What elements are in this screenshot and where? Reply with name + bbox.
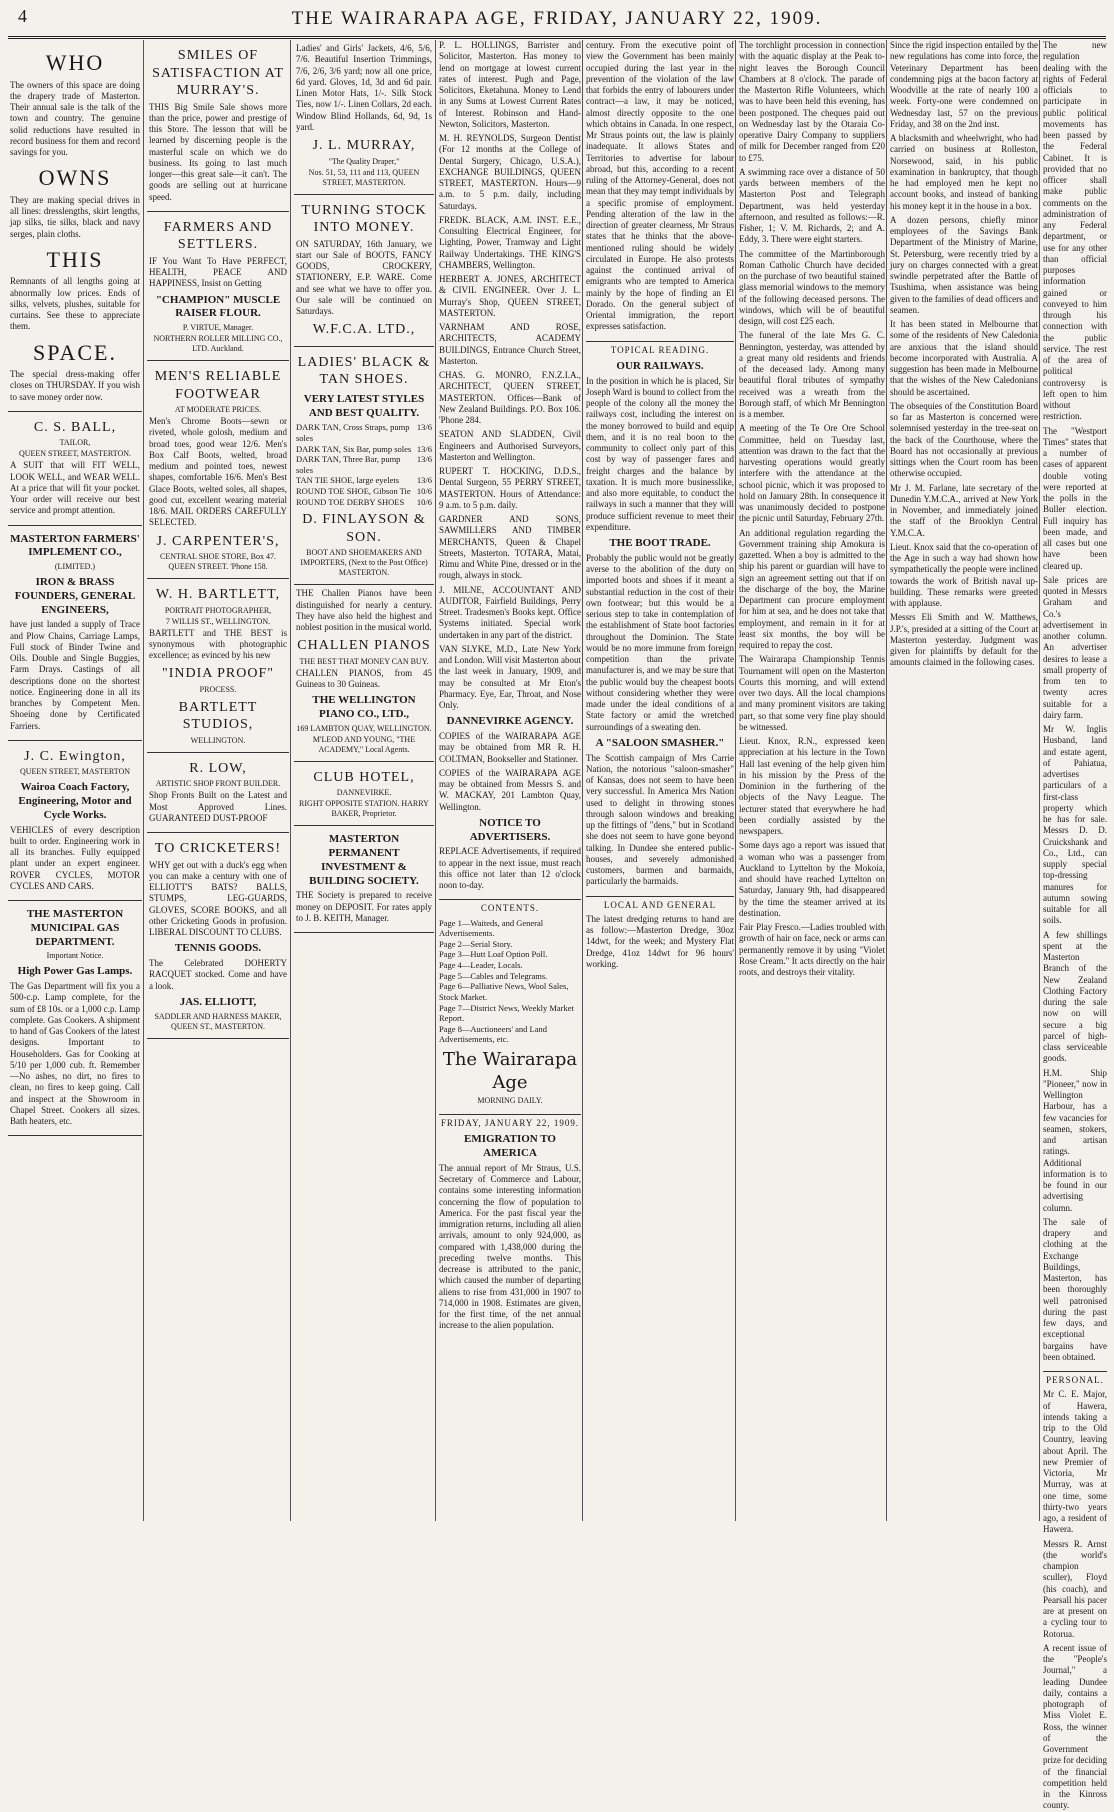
owns-heading: OWNS (38, 165, 112, 191)
elliott-address: SADDLER AND HARNESS MAKER, QUEEN ST., MASTERTON. (154, 1011, 282, 1031)
milne-card: J. MILNE, ACCOUNTANT AND AUDITOR, Fairfield Buildings, Perry Street. Tradesmen's Books kept. Office Systems initiated. Special work undertaken in any part of the district. (439, 584, 581, 640)
club-name: CLUB HOTEL, (313, 769, 415, 785)
club-text: RIGHT OPPOSITE STATION. HARRY BAKER, Proprietor. (299, 799, 429, 819)
dannevirke-heading: DANNEVIRKE AGENCY. (446, 715, 574, 728)
news-item: Some days ago a report was issued that a woman who was a passenger from Auckland to Lyttelton by the Mokoia, and should have reached Lyttelton on Saturday, January 9th, had disappeared by the time the steamer arrived at its destination. (739, 840, 885, 918)
bartlett-text: BARTLETT and THE BEST is synonymous with photographic excellence; as evinced by his new (149, 627, 287, 660)
list-item: ROUND TOE SHOE, Gibson Tie 10/6 (296, 486, 432, 496)
ewington-trade: Wairoa Coach Factory, Engineering, Motor and Cycle Works. (18, 781, 132, 821)
ball-trade: TAILOR, (59, 438, 91, 448)
bartlett-name: W. H. BARTLETT, (155, 587, 281, 602)
challen-title: CHALLEN PIANOS (297, 638, 431, 654)
masthead-title: THE WAIRARAPA AGE, FRIDAY, JANUARY 22, 1909. (291, 8, 823, 29)
club-hotel-advert (294, 762, 434, 827)
list-item: DARK TAN, Three Bar, pump soles 13/6 (296, 454, 432, 475)
news-item: The funeral of the late Mrs G. C. Bennington, yesterday, was attended by a great many old residents and friends of the deceased lady. Among many beautiful floral tributes of sympathy received was a wreath from the Borough staff, of which Mr Bennington is a member. (739, 330, 885, 419)
gas-subtitle: Important Notice. (46, 951, 104, 961)
list-item: Page 4—Leader, Locals. (439, 960, 523, 970)
news-item: H.M. Ship "Pioneer," now in Wellington Harbour, has a few vacancies for seamen, stokers, and artisan ratings. Additional information is to be found in our advertising column. (1043, 1067, 1107, 1213)
finlayson-text: BOOT AND SHOEMAKERS AND IMPORTERS, (Next to the Post Office) MASTERTON. (300, 548, 428, 578)
this-text: Remnants of all lengths going at abnormally low prices. Ends of silks, velvets, plushes, suitable for curtains. See these to appreciate them. (10, 276, 140, 332)
who-heading: WHO (45, 50, 105, 75)
news-item: Messrs R. Arnst (the world's champion sculler), Floyd (his coach), and Pearsall his pacer are at present on a cycling tour to Rotorua. (1043, 1538, 1107, 1639)
topical-heading: TOPICAL READING. (586, 341, 734, 356)
column-rule (582, 40, 583, 1521)
list-item: Page 1—Waiteds, and General Advertisements. (439, 917, 544, 939)
gas-subtitle-2: High Power Gas Lamps. (17, 965, 133, 978)
news-item: Lieut. Knox said that the co-operation of the Age in such a way had shown how sympathetically the people were inclined towards the work of British naval up-building. These remarks were greeted with applause. (890, 541, 1038, 608)
mens-footwear-title: MEN'S RELIABLE FOOTWEAR (154, 369, 282, 402)
virtue-manager: P. VIRTUE, Manager. (182, 323, 254, 332)
ladies-price-list (296, 422, 432, 507)
gas-text: The Gas Department will fix you a 500-c.p. Lamp complete, for the sum of £8 10s. or a 1,000 c.p. Lamp complete. Gas Cookers. A shipment to hand of Gas Cookers of the latest designs. Important to Householders. Gas for Cooking at 5/10 per 1,000 cub. ft. Remember—No ashes, no dirt, no fires to clean, no fires to keep going. Call and inspect at the Showroom in Chapel Street. Cookers all sizes. Bath heaters, etc. (10, 981, 140, 1126)
paper-nameplate: The Wairarapa Age (442, 1049, 578, 1093)
contents-list (439, 918, 581, 1046)
building-society-text: THE Society is prepared to receive money on DEPOSIT. For rates apply to J. B. KEITH, Manager. (296, 890, 432, 923)
hocking-card: RUPERT T. HOCKING, D.D.S., Dental Surgeon, 55 PERRY STREET, MASTERTON. Hours of Attendance: 9 a.m. to 5 p.m. daily. (439, 466, 581, 510)
news-item: The "Westport Times" states that a number of cases of apparent double voting were reported at the polls in the Buller election. Full inquiry has been made, and all cases but one have been cleared up. (1043, 425, 1107, 571)
column-8 (1043, 40, 1107, 1811)
farmers-settlers-title: FARMERS AND SETTLERS. (163, 219, 273, 253)
turning-text: ON SATURDAY, 16th January, we start our Sale of BOOTS, FANCY GOODS, CROCKERY, STATIONERY, E.P. WARE. Come and see what we have to offer you. Our sale will be continued on Saturdays. (296, 238, 432, 316)
column-rule (1039, 40, 1040, 1521)
list-item: Page 7—District News, Weekly Market Report. (439, 1002, 574, 1024)
boot-heading: THE BOOT TRADE. (609, 537, 711, 549)
wellington-address: 169 LAMBTON QUAY, WELLINGTON. (296, 723, 432, 733)
column-rule (886, 40, 887, 1521)
local-heading: LOCAL AND GENERAL (586, 896, 734, 911)
copies-text: COPIES of the WAIRARAPA AGE may be obtained from Messrs S. and W. MACKAY, 201 Lambton Quay, Wellington. (439, 767, 581, 812)
column-rule (735, 40, 736, 1521)
ladies-shoes-advert (294, 347, 434, 586)
news-item: A swimming race over a distance of 50 yards between members of the Masterton Post and Telegraph Department, was held yesterday afternoon, and resulted as follows:—R. Fisher, 1; V. M. Richards, 2; and A. Eddy, 3. There were eight starters. (739, 166, 885, 245)
ball-text: A SUIT that will FIT WELL, LOOK WELL, and WEAR WELL. At a price that will fit your pocket. Your order will receive our best service and prompt attention. (10, 460, 140, 516)
drapery-advert (8, 40, 142, 412)
masthead (8, 2, 1106, 39)
this-heading: THIS (46, 246, 104, 272)
bartlett-trade: PORTRAIT PHOTOGRAPHER, (164, 605, 272, 615)
ewington-name: J. C. Ewington, (24, 748, 126, 764)
building-society-name: MASTERTON PERMANENT INVESTMENT & BUILDING SOCIETY. (309, 833, 419, 887)
mcleod-agents: M'LEOD AND YOUNG, "THE ACADEMY," Local Agents. (312, 734, 416, 754)
mens-footwear-text: Men's Chrome Boots—sewn or riveted, whole golosh, medium and broad toes, good wear 12/6. Men's Box Calf Boots, welted, broad medium and pointed toes, newest shapes, comfortable 16/6. Men's Best Glace Boots, welted soles, all shapes, good cut, excellent wearing material 18/6. MAIL ORDERS CAREFULLY SELECTED. (149, 416, 287, 528)
ladies-subtitle: VERY LATEST STYLES AND BEST QUALITY. (303, 392, 425, 419)
column-2 (147, 40, 289, 1521)
bartlett-advert (147, 579, 289, 753)
farmers-implement-text: have just landed a supply of Trace and Plow Chains, Carriage Lamps, Full stock of Binder Twine and Oils. Double and Single Buggies, Farm Drays. Castings of all descriptions done on the shortest notice. Engineering done in all its branches by Competent Men. Shoeing done by Certificated Farriers. (10, 619, 140, 731)
list-item: Page 8—Auctioneers' and Land Advertisements, etc. (439, 1023, 547, 1045)
flour-advert (147, 212, 289, 361)
news-item: A few shillings spent at the Masterton Branch of the New Zealand Clothing Factory during the sale now on will secure a big parcel of high-class serviceable goods. (1043, 929, 1107, 1064)
news-item: The torchlight procession in connection with the aquatic display at the Peak to-night leaves the Borough Council Chambers at 8 o'clock. The parade of the Masterton Rifle Volunteers, which was to have been held this evening, has been postponed. The cheques paid out on Wednesday last by the Otaraia Co-operative Dairy Company to suppliers of milk for December ranged from £20 to £75. (739, 40, 885, 163)
farmers-implement-name: MASTERTON FARMERS' IMPLEMENT CO., (10, 532, 140, 559)
news-item: Mr W. Inglis Husband, land and estate agent, of Pahiatua, advertises particulars of a first-class property which he has for sale. Messrs D. D. Cruickshank and Co., Ltd., can supply special top-dressing manures for autumn sowing suitable for all soils. (1043, 724, 1107, 926)
wfca-advert (294, 195, 434, 347)
champion-flour: "CHAMPION" MUSCLE RAISER FLOUR. (155, 293, 281, 320)
column-3 (294, 40, 434, 1521)
news-item: Mr J. M. Farlane, late secretary of the Dunedin Y.M.C.A., arrived at New York in November, and immediately joined the staff of the Brooklyn Central Y.M.C.A. (890, 482, 1038, 538)
smasher-heading: A "SALOON SMASHER." (595, 736, 725, 749)
column-1 (8, 40, 142, 1521)
india-proof: "INDIA PROOF" (162, 666, 274, 682)
murray-advert (294, 40, 434, 195)
building-society-advert (294, 826, 434, 933)
ewington-address: QUEEN STREET, MASTERTON (19, 767, 131, 777)
farmers-implement-ltd: (LIMITED.) (54, 562, 96, 571)
railways-text: In the position in which he is placed, Sir Joseph Ward is bound to collect from the people of the colony all the money the railways cost, including the interest on the money borrowed to build and equip them, and it is no real boon to the community to collect only part of this cost by way of passenger fares and freight charges and the balance by taxation. It is much more businesslike, and also more equitable, to conduct the railways in such a manner that they will produce sufficient revenue to meet their expenditure. (586, 375, 734, 532)
wellington-piano: THE WELLINGTON PIANO CO., LTD., (312, 694, 416, 720)
list-item: Page 3—Hutt Loaf Option Poll. (439, 949, 548, 960)
news-item: A meeting of the Te Ore Ore School Committee, held on Tuesday last, attention was drawn to the fact that the harvesting operations would greatly interfere with the attendance at the school picnic, which it was proposed to hold on January 28th. In consequence it was unanimously decided to postpone the picnic until Saturday, February 27th. (739, 423, 885, 524)
space-heading: SPACE. (33, 339, 117, 365)
bartlett-studios: BARTLETT STUDIOS, (178, 699, 258, 733)
low-advert (147, 753, 289, 833)
elliott-name: JAS. ELLIOTT, (179, 995, 257, 1008)
challen-advert (294, 585, 434, 762)
emigration-continued: century. From the executive point of view the Government has been mainly occupied during the last year in the prevention of the violation of the law that forbids the entry of labourers under contract—a law, it may be noticed, almost directly opposite to the one which obtains in Canada. In one respect, Mr Straus points out, the law is plainly inadequate. It allows States and Territories to advertise for labour abroad, but this, according to a recent ruling of the Attorney-General, does not mean that they may tempt individuals by a specific promise of employment. Pending alteration of the law in the direction of greater clearness, Mr Straus states that he thinks that the above-mentioned ruling should be widely circulated in Europe. He also protests against the continued arrival of emigrants who are tempted to America mainly by the hope of finding an El Dorado. On the general subject of Oriental immigration, the report expresses satisfaction. (586, 40, 734, 332)
column-6 (739, 40, 885, 1521)
gardner-card: GARDNER AND SONS, SAWMILLERS AND TIMBER MERCHANTS, Queen & Chapel Streets, Masterton. TOTARA, Matai, Rimu and White Pine, dressed or in the rough, always in stock. (439, 514, 581, 581)
low-name: R. LOW, (189, 760, 247, 776)
carpenter-address: CENTRAL SHOE STORE, Box 47. QUEEN STREET. 'Phone 158. (159, 552, 276, 571)
list-item: DARK TAN, Six Bar, pump soles 13/6 (296, 443, 432, 454)
news-item: A blacksmith and wheelwright, who had carried on business at Rolleston, Norsewood, said, in his public examination in bankruptcy, that though he had employed men he kept no account books, and instead of banking his money kept it in the house in a box. (890, 133, 1038, 211)
news-item: The Wairarapa Championship Tennis Tournament will open on the Masterton Courts this morning, and will extend over two days. All the local champions and many prominent visitors are taking part, so that some very fine play should be witnessed. (739, 654, 885, 732)
column-7 (890, 40, 1038, 1521)
black-card: FREDK. BLACK, A.M. INST. E.E., Consulting Electrical Engineer, for Lighting, Power, Tramway and Light Railway Undertakings. THE KING'S CHAMBERS, Wellington. (439, 214, 581, 270)
murray-name: J. L. MURRAY, (312, 138, 416, 153)
smiles-advert (147, 40, 289, 212)
challen-subtitle: THE BEST THAT MONEY CAN BUY. (299, 656, 429, 666)
smiles-title: SMILES OF SATISFACTION AT MURRAY'S. (152, 48, 284, 98)
milling-company: NORTHERN ROLLER MILLING CO., LTD. Auckland. (153, 334, 283, 353)
murray-address: Nos. 51, 53, 111 and 113, QUEEN STREET, MASTERTON. (308, 167, 420, 187)
cricketers-title: TO CRICKETERS! (154, 841, 282, 856)
news-item: A dozen persons, chiefly minor employees of the Savings Bank Department of the Ministry of Marine, St. Petersburg, were recently tried by a jury on charges connected with a great swindle perpetrated after the Battle of Tsushima, when assistance was being given to the families of dead officers and seamen. (890, 214, 1038, 315)
news-item: A recent issue of the "People's Journal," a leading Dundee daily, contains a photograph of Miss Violet E. Ross, the winner of the Government prize for deciding of the financial competition held in the Kinross county. (1043, 1642, 1107, 1811)
monro-card: CHAS. G. MONRO, F.N.Z.I.A., ARCHITECT, QUEEN STREET, MASTERTON. Offices—Bank of New Zealand Buildings. P.O. Box 106. 'Phone 284. (439, 370, 581, 425)
list-item: Page 2—Serial Story. (439, 938, 513, 949)
ladies-title: LADIES' BLACK & TAN SHOES. (297, 354, 431, 388)
club-address: DANNEVIRKE. (336, 788, 392, 798)
list-item: DARK TAN, Cross Straps, pump soles 13/6 (296, 422, 432, 443)
smasher-text: The Scottish campaign of Mrs Carrie Nation, the notorious "saloon-smasher" of Kansas, does not seem to have been very successful. In America Mrs Nation used to delight in throwing stones through saloon windows and breaking up the fittings of "dens," but in Scotland she does not seem to have gone beyond talking. In Dundee she entered public-houses, and severely admonished customers, barmen and barmaids, particularly the barmaids. (586, 752, 734, 887)
varnham-card: VARNHAM AND ROSE, ARCHITECTS, ACADEMY BUILDINGS, Entrance Church Street, Masterton. (439, 322, 581, 366)
paper-subtitle: MORNING DAILY. (477, 1096, 543, 1105)
news-item: The obsequies of the Constitution Board so far as Masterton is concerned were solemnised yesterday in the tree-seat on the back of the Courthouse, where the Board has not occasionally at previous sittings when the Court room has been otherwise occupied. (890, 400, 1038, 479)
gas-title: THE MASTERTON MUNICIPAL GAS DEPARTMENT. (26, 908, 124, 948)
flour-text: IF You Want To Have PERFECT, HEALTH, PEACE AND HAPPINESS, Insist on Getting (149, 255, 287, 289)
ball-address: QUEEN STREET, MASTERTON. (18, 449, 132, 459)
wfca-name: W.F.C.A. LTD., (312, 322, 416, 338)
challen-text: THE Challen Pianos have been distinguished for nearly a century. They have also held the highest and noblest position in the musical world. (296, 588, 432, 632)
cricketers-advert (147, 833, 289, 1039)
jones-card: HERBERT A. JONES, ARCHITECT & CIVIL ENGINEER. Over J. L. Murray's Shop, QUEEN STREET, MASTERTON. (439, 274, 581, 318)
news-item: Mr C. E. Major, of Hawera, intends taking a trip to the Old Country, leaving about April. The new Premier of Victoria, Mr Murray, was at one time, some thirty-two years ago, a resident of Hawera. (1043, 1389, 1107, 1535)
local-text: The latest dredging returns to hand are as follow:—Masterton Dredge, 30oz 14dwt, for the week; and Mystery Flat Dredge, 41oz 14dwt for 96 hours' working. (586, 913, 734, 969)
page-number: 4 (18, 6, 27, 26)
notice-text: REPLACE Advertisements, if required to appear in the next issue, must reach this office not later than 12 o'clock noon to-day. (439, 846, 581, 890)
notice-heading: NOTICE TO ADVERTISERS. (469, 816, 551, 843)
dateline: FRIDAY, JANUARY 22, 1909. (439, 1114, 581, 1129)
railways-heading: OUR RAILWAYS. (616, 359, 704, 372)
list-item: Page 5—Cables and Telegrams. (439, 970, 548, 981)
who-text: The owners of this space are doing the drapery trade of Masterton. Their annual sale is the talk of the town and country. The genuine solid reductions have resulted in record business for them and record savings for you. (10, 79, 140, 157)
ewington-text: VEHICLES of every description built to order. Engineering work in all its branches. Fully equipped plant under an expert engineer. ROVER CYCLES, MOTOR CYCLES AND CARS. (10, 824, 140, 891)
low-text: Shop Fronts Built on the Latest and Most Approved Lines. GUARANTEED DUST-PROOF (149, 790, 287, 823)
column-rule (290, 40, 291, 1521)
tennis-text: The Celebrated DOHERTY RACQUET stocked. Come and have a look. (149, 958, 287, 991)
ewington-advert (8, 741, 142, 901)
challen-text-2: CHALLEN PIANOS, from 45 Guineas to 30 Guineas. (296, 667, 432, 689)
finlayson-name: D. FINLAYSON & SON. (302, 512, 426, 545)
carpenter-name: J. CARPENTER'S, (156, 533, 280, 549)
ball-tailor-advert (8, 412, 142, 526)
low-trade: ARTISTIC SHOP FRONT BUILDER. (155, 779, 281, 789)
news-item: It has been stated in Melbourne that some of the residents of New Caledonia are anxious that the island should become incorporated with Australia. A suggestion has been made in Melbourne that the wishes of the New Caledonians should be ascertained. (890, 319, 1038, 397)
footwear-advert (147, 361, 289, 579)
turning-title: TURNING STOCK INTO MONEY. (301, 202, 427, 235)
column-rule (143, 40, 144, 1521)
news-item: The committee of the Martinborough Roman Catholic Church have decided on the purchase of two beautiful stained glass memorial windows to the memory of the following deceased persons. The windows, which will be of beautiful design, will cost £25 each. (739, 248, 885, 326)
vanslyke-card: VAN SLYKE, M.D., Late New York and London. Will visit Masterton about the last week in January, 1909, and may be consulted at Mr Eton's Pharmacy. Eye, Ear, Throat, and Nose Only. (439, 643, 581, 710)
column-4 (439, 40, 581, 1521)
news-item: An additional regulation regarding the Government training ship Amokura is gazetted. When a boy is admitted to the ship his parent or guardian will have to sign an agreement setting out that if on the discharge of the boy, the Marine Department can procure employment for him at sea, and he does not take that employment, and remain in it for at least six months, the boy will be required to repay the cost. (739, 527, 885, 650)
ball-name: C. S. BALL, (33, 419, 117, 435)
legal-cards: P. L. HOLLINGS, Barrister and Solicitor, Masterton. Has money to lend on mortgage at lowest current rates of interest. Pugh and Page, Solicitors, Eketahuna. Money to Lend in any Sums at Lowest Current Rates of Interest. Robinson and Hand-Newton, Solicitors, Masterton. (439, 40, 581, 129)
bartlett-address: 7 WILLIS ST., WELLINGTON. (165, 616, 271, 626)
murray-sale-text: Ladies' and Girls' Jackets, 4/6, 5/6, 7/6. Beautiful Insertion Trimmings, 7/6, 2/6, 3/6 yard; now all one price, 6d yard. Gloves, 1d, 3d and 6d pair. Linen Motor Hats, 1/-. Silk Stock Ties, now 1/-. Linen Collars, 2d each. Window Blind Hollands, 6d, 9d, 1s yard. (296, 43, 432, 132)
news-item: Messrs Eli Smith and W. Matthews, J.P.'s, presided at a sitting of the Court at Masterton yesterday. Judgment was given for plaintiffs by default for the amounts claimed in the following cases. (890, 612, 1038, 668)
murray-tagline: "The Quality Draper," (328, 156, 400, 166)
list-item: TAN TIE SHOE, large eyelets 13/6 (296, 475, 432, 486)
owns-text: They are making special drives in all lines: dresslengths, skirt lengths, jap silks, tie silks, black and navy serges, plain cloths. (10, 194, 140, 239)
farmers-implement-trade: IRON & BRASS FOUNDERS, GENERAL ENGINEERS, (14, 576, 136, 616)
tennis-title: TENNIS GOODS. (174, 942, 262, 955)
news-item: Since the rigid inspection entailed by the new regulations has come into force, the Veterinary Department has been condemning pigs at the bacon factory at Woodville at the rate of nearly 100 a week. Forty-one were condemned on Wednesday last, 57 on the previous Friday, and 38 on the 2nd inst. (890, 40, 1038, 129)
emigration-text: The annual report of Mr Straus, U.S. Secretary of Commerce and Labour, contains some interesting information concerning the flow of population to America. For the past fiscal year the immigration returns, including all alien arrivals, amount to only 924,000, as compared with 1,438,000 during the preceding twelve months. This decrease is attributed to the panic, which caused the number of departing aliens to rise from 431,000 in 1907 to 714,000 in 1908. Estimates are given, for the first time, of the net annual increase to the alien population. (439, 1162, 581, 1331)
personal-heading: PERSONAL. (1043, 1371, 1107, 1386)
contents-heading: CONTENTS. (439, 899, 581, 914)
emigration-heading: EMIGRATION TO AMERICA (464, 1133, 556, 1159)
space-text: The special dress-making offer closes on THURSDAY. If you wish to save money order now. (10, 369, 140, 402)
cricketers-text: WHY get out with a duck's egg when you can make a century with one of ELLIOTT'S BATS? BALLS, STUMPS, LEG-GUARDS, GLOVES, SCORE BOOKS, and all other Cricketing Goods in profusion. LIBERAL DISCOUNT TO CLUBS. (149, 859, 287, 937)
list-item: ROUND TOE DERBY SHOES 10/6 (296, 496, 432, 507)
seaton-card: SEATON AND SLADDEN, Civil Engineers and Authorised Surveyors, Masterton and Wellington. (439, 429, 581, 462)
news-item: Lieut. Knox, R.N., expressed keen appreciation at his lecture in the Town Hall last evening of the help given him in his mission by the Press of the Dominion in the furthering of the objects of the Navy League. The lecturer stated that everywhere he had been cordially assisted by the newspapers. (739, 736, 885, 836)
boot-text: Probably the public would not be greatly averse to the abolition of the duty on imported boots and shoes if it meant a substantial reduction in the cost of their own footwear; but this would be a serious step to take in contemplation of the establishment of State boot factories throughout the Dominion. The State would be no more immune from foreign competition than the private manufacturer is, and we may be sure that the public would buy the cheapest boots without considering whether they were made under the ideal conditions of a State factory or amid the wretched surroundings of a sweating den. (586, 552, 734, 732)
news-item: The sale of drapery and clothing at the Exchange Buildings, Masterton, has been thoroughly well patronised during the past few days, and exceptional bargains have been obtained. (1043, 1216, 1107, 1362)
news-item: Sale prices are quoted in Messrs Graham and Co.'s advertisement in another column. An advertiser desires to lease a small property of from ten to twenty acres suitable for a dairy farm. (1043, 574, 1107, 720)
farmers-implement-advert (8, 526, 142, 741)
news-item: The new regulation dealing with the rights of Federal officials to participate in public political movements has been passed by the Federal Cabinet. It is provided that no officer shall make public comments on the administration of any Federal department, or use for any other than official purposes information gained or conveyed to him through his connection with the public service. The rest of the area of political controversy is left open to him without restriction. (1043, 40, 1107, 422)
news-item: Fair Play Fresco.—Ladies troubled with growth of hair on face, neck or arms can permanently remove it by using "Violet Rose Cream." It acts directly on the hair roots, and destroys their vitality. (739, 922, 885, 977)
column-rule (435, 40, 436, 1521)
india-proof-sub: PROCESS. (199, 684, 237, 694)
reynolds-card: M. H. REYNOLDS, Surgeon Dentist (For 12 months at the College of Dental Surgery, Chicago, U.S.A.), EXCHANGE BUILDINGS, QUEEN STREET, MASTERTON. Hours—9 a.m. to 5 p.m. daily, including Saturdays. (439, 133, 581, 211)
dannevirke-text: COPIES of the WAIRARAPA AGE may be obtained from MR R. H. COLTMAN, Bookseller and Stationer. (439, 731, 581, 764)
column-5 (586, 40, 734, 1521)
studios-address: WELLINGTON. (190, 735, 246, 745)
smiles-text: THIS Big Smile Sale shows more than the price, power and prestige of this Store. The lesson that will be learned by discerning people is the masterful scale on which we do business. Its going to last much longer—this great sale—it can't. The goods are selling out at hurricane speed. (149, 101, 287, 202)
list-item: Page 6—Palliative News, Wool Sales, Stock Market. (439, 981, 569, 1002)
mens-footwear-subtitle: AT MODERATE PRICES. (174, 405, 262, 414)
gas-department-advert (8, 901, 142, 1136)
